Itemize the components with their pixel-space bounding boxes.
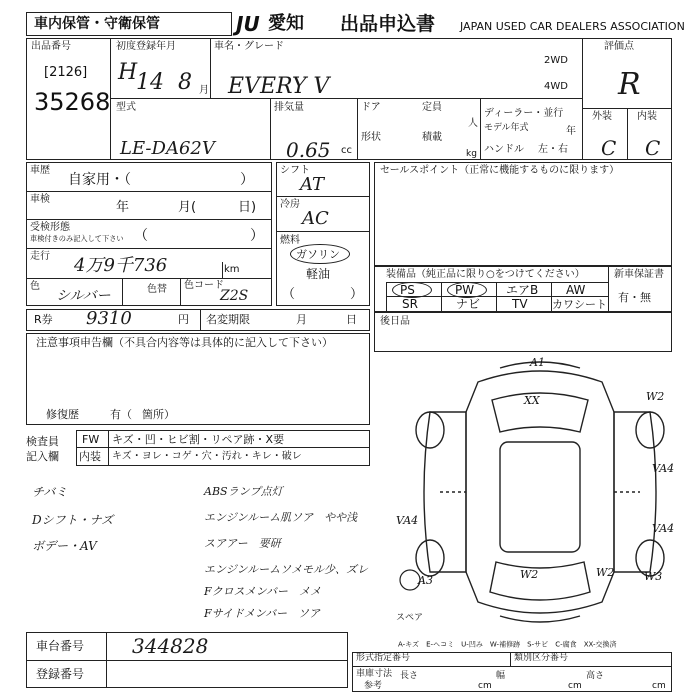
rating-label: 評価点	[604, 41, 634, 52]
damage-mark: A3	[418, 574, 433, 587]
spare-tire-label: スペア	[396, 613, 424, 623]
equipment-item: TV	[512, 297, 528, 311]
equipment-label: 装備品（純正品に限り○をつけてください）	[386, 269, 585, 280]
after-date-box	[374, 312, 672, 352]
lot-code: [2126]	[44, 65, 88, 80]
inspector-note: チバミ	[32, 485, 68, 499]
divider	[627, 108, 628, 160]
lot-number-label: 出品番号	[31, 41, 71, 52]
month-unit: 月	[199, 85, 209, 96]
usage-close: ）	[240, 172, 254, 188]
brand-name: 愛知	[268, 13, 304, 34]
garage-width: 幅	[496, 671, 506, 681]
divider	[108, 430, 109, 466]
fuel-gasoline: ガソリン	[296, 248, 340, 261]
displacement-unit: cc	[341, 145, 352, 156]
divider	[210, 38, 211, 98]
storage-title: 車内保管・守衛保管	[34, 16, 160, 32]
mileage-value: 4万9千736	[74, 255, 168, 276]
model-label: 型式	[116, 102, 136, 113]
inspector-note: ABSランプ点灯	[204, 485, 283, 498]
divider	[200, 309, 201, 331]
exterior-grade: C	[601, 136, 617, 160]
equipment-circle	[447, 282, 487, 298]
category-number-label: 類別区分番号	[514, 653, 569, 663]
damage-mark: VA4	[652, 522, 675, 535]
repair-history-value: 有（	[110, 408, 132, 421]
equipment-item: PS	[400, 283, 415, 297]
damage-mark: VA4	[652, 462, 675, 475]
reception-close: ）	[250, 228, 264, 244]
chassis-label: 車台番号	[36, 639, 85, 653]
load-label: 積載	[422, 132, 442, 143]
divider	[352, 666, 672, 667]
inspector-row1: キズ・凹・ヒビ割・リペア跡・X要	[112, 433, 285, 446]
fuel-diesel: 軽油	[306, 267, 331, 281]
damage-mark: W3	[644, 570, 663, 583]
fuel-gasoline-circle	[290, 244, 350, 264]
damage-mark: W2	[520, 568, 539, 581]
recycle-box	[26, 309, 370, 331]
after-date-label: 後日品	[380, 316, 410, 327]
name-change-month: 月	[296, 313, 307, 326]
shift-value: AT	[300, 174, 325, 195]
divider	[270, 98, 271, 160]
name-change-label: 名変期限	[206, 313, 250, 326]
garage-length: 長さ	[400, 671, 419, 681]
ju-logo: JU	[236, 12, 260, 36]
inspection-year: 年	[116, 200, 130, 215]
drive-4wd: 4WD	[544, 81, 568, 92]
divider	[441, 282, 442, 312]
sales-points-label: セールスポイント（正常に機能するものに限ります）	[380, 165, 620, 176]
divider	[357, 98, 358, 160]
repair-history-unit: 箇所）	[142, 408, 175, 421]
chassis-number: 344828	[132, 634, 209, 658]
steering-options: 左・右	[538, 144, 568, 155]
interior-grade: C	[645, 136, 661, 160]
aircon-label: 冷房	[280, 199, 300, 210]
inspector-note: スアアー 要研	[204, 537, 281, 550]
registration-number-label: 登録番号	[36, 667, 85, 681]
name-change-day: 日	[346, 313, 357, 326]
first-registration-label: 初度登録年月	[116, 41, 176, 52]
repair-history-label: 修復歴	[46, 408, 79, 421]
garage-dims-label: 車庫寸法	[356, 669, 393, 679]
divider	[76, 447, 370, 448]
mileage-label: 走行	[30, 251, 50, 262]
garage-width-unit: cm	[568, 681, 582, 691]
garage-height-unit: cm	[652, 681, 666, 691]
model-year-label: モデル年式	[484, 123, 529, 133]
divider	[180, 278, 181, 306]
door-label: ドア	[361, 102, 381, 113]
color-value: シルバー	[56, 288, 111, 304]
registration-era: H	[118, 60, 138, 85]
inspector-row2: キズ・ヨレ・コゲ・穴・汚れ・キレ・破レ	[112, 451, 302, 462]
equipment-item: SR	[402, 297, 418, 311]
association-name: JAPAN USED CAR DEALERS ASSOCIATION	[460, 20, 685, 33]
shift-label: シフト	[280, 165, 310, 176]
load-unit: kg	[466, 149, 477, 159]
registration-year: 14	[136, 70, 164, 95]
divider	[122, 278, 123, 306]
capacity-unit: 人	[468, 118, 478, 129]
divider	[110, 98, 582, 99]
equipment-circle	[392, 282, 432, 298]
usage-value: 自家用・（	[68, 172, 131, 188]
inspection-month: 月(	[178, 200, 197, 215]
divider	[496, 282, 497, 312]
usage-label: 車歴	[30, 165, 50, 176]
warranty-label: 新車保証書	[614, 269, 664, 280]
color-change-label: 色替	[147, 284, 167, 295]
inspector-note: エンジンルーム肌ソア やや浅	[204, 511, 358, 524]
inspection-day: 日)	[238, 200, 257, 215]
inspector-note: Fクロスメンバー メメ	[204, 585, 321, 598]
equipment-item: ナビ	[456, 297, 481, 311]
divider	[26, 660, 348, 661]
sales-points-box	[374, 162, 672, 266]
lot-number: 35268	[34, 88, 111, 116]
equipment-item: エアB	[506, 283, 539, 297]
fuel-close: ）	[350, 287, 364, 302]
color-label: 色	[30, 281, 40, 292]
year-unit: 年	[566, 126, 576, 137]
divider	[276, 231, 370, 232]
reception-open: （	[134, 228, 148, 244]
divider	[26, 278, 272, 279]
divider	[26, 248, 272, 249]
drive-2wd: 2WD	[544, 55, 568, 66]
divider	[510, 652, 511, 666]
color-code: Z2S	[220, 288, 249, 304]
equipment-item: AW	[566, 283, 586, 297]
garage-height: 高さ	[586, 671, 605, 681]
displacement-value: 0.65	[286, 138, 331, 162]
rating-score: R	[618, 67, 641, 102]
model-value: LE-DA62V	[120, 138, 215, 159]
inspector-note: ボデー・AV	[32, 539, 97, 553]
mileage-unit: km	[224, 264, 240, 275]
displacement-label: 排気量	[274, 102, 304, 113]
garage-length-unit: cm	[478, 681, 492, 691]
damage-mark: VA4	[396, 514, 419, 527]
form-number-label: 形式指定番号	[356, 653, 411, 663]
divider	[26, 219, 272, 220]
reception-sublabel: 車検付きのみ記入して下さい	[30, 235, 124, 244]
recycle-label: R券	[34, 313, 53, 326]
color-code-label: 色コード	[184, 280, 224, 291]
car-name-label: 車名・グレード	[214, 41, 284, 52]
dealer-label: ディーラー・並行	[484, 108, 564, 119]
inspector-note: Dシフト・ナズ	[32, 513, 114, 527]
fuel-open: （	[282, 287, 296, 302]
exterior-label: 外装	[592, 111, 612, 122]
recycle-unit: 円	[178, 313, 189, 326]
shape-label: 形状	[361, 132, 381, 143]
reception-label: 受検形態	[30, 222, 70, 233]
divider	[608, 266, 609, 312]
divider	[582, 38, 583, 160]
recycle-value: 9310	[86, 308, 132, 329]
notes-label: 注意事項申告欄（不具合内容等は具体的に記入して下さい）	[36, 336, 333, 349]
damage-mark: A1	[530, 356, 545, 369]
damage-mark: W2	[646, 390, 665, 403]
inspector-label: 検査員記入欄	[26, 435, 59, 463]
inspector-row1-head: FW	[82, 433, 100, 446]
inspection-label: 車検	[30, 194, 50, 205]
car-name-value: EVERY V	[228, 74, 330, 99]
divider	[26, 191, 272, 192]
divider	[276, 196, 370, 197]
interior-label: 内装	[637, 111, 657, 122]
steering-label: ハンドル	[484, 144, 524, 155]
divider	[480, 98, 481, 160]
fuel-label: 燃料	[280, 235, 300, 246]
damage-mark: W2	[596, 566, 615, 579]
inspector-row2-head: 内装	[79, 450, 101, 463]
car-damage-diagram	[396, 352, 680, 632]
equipment-item: PW	[455, 283, 475, 297]
registration-month: 8	[178, 70, 192, 95]
equipment-item: カワシート	[552, 298, 607, 311]
warranty-options: 有・無	[618, 291, 651, 304]
aircon-value: AC	[302, 208, 329, 229]
inspector-note: エンジンルームソメモル少、ズレ	[204, 563, 368, 576]
divider	[582, 108, 672, 109]
inspector-note: Fサイドメンバー ソア	[204, 607, 320, 620]
garage-dims-sub: 参考	[364, 681, 383, 691]
divider	[106, 632, 107, 688]
sheet-title: 出品申込書	[340, 13, 436, 35]
divider	[386, 282, 387, 312]
damage-legend: A-キズ E-ヘコミ U-凹み W-補修跡 S-サビ C-腐食 XX-交換済	[398, 641, 617, 650]
capacity-label: 定員	[422, 102, 442, 113]
damage-mark: XX	[524, 394, 540, 407]
